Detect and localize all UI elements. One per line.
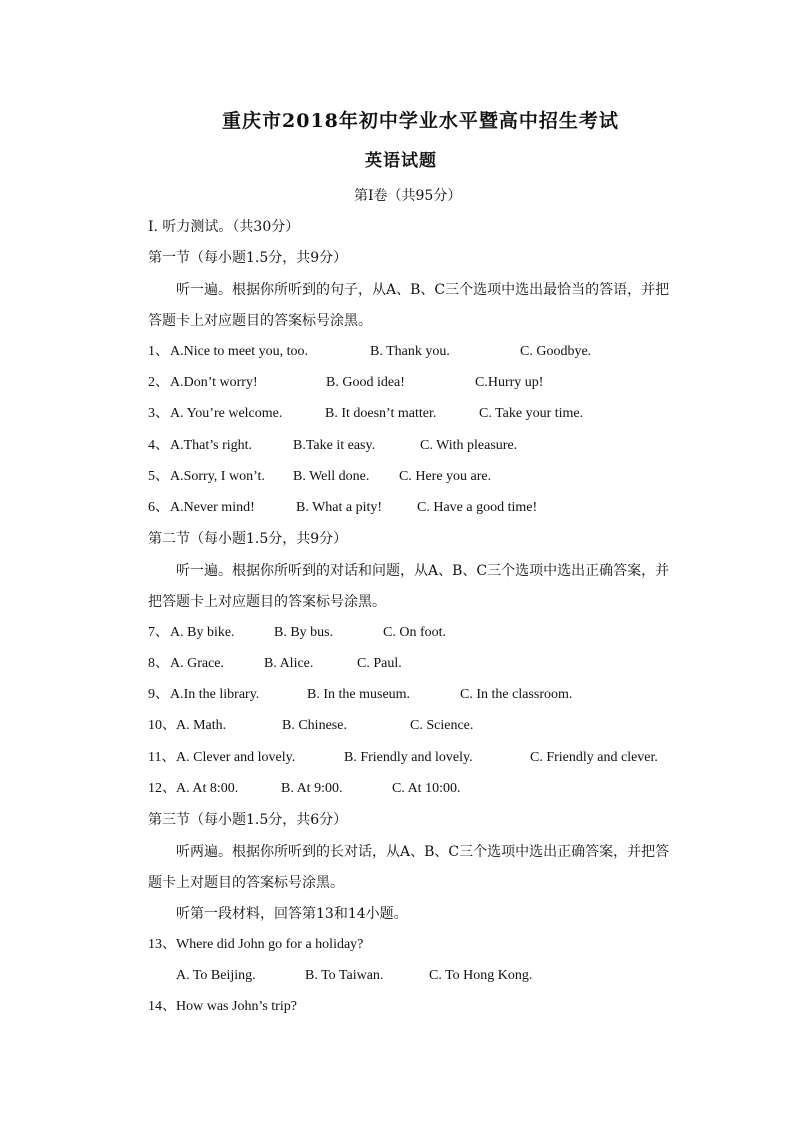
option-b: B. Good idea! [326,375,405,390]
exam-title: 重庆市2018年初中学业水平暨高中招生考试 [222,110,619,132]
question-number: 8、 [148,656,169,671]
section3-instruction-line1: 听两遍。根据你所听到的长对话，从A、B、C三个选项中选出正确答案，并把答 [176,844,670,860]
option-a: A. Math. [176,718,227,733]
option-a: A. To Beijing. [176,968,256,983]
option-a: A.Sorry, I won’t. [170,469,265,484]
question-number: 4、 [148,438,169,453]
option-b: B. At 9:00. [281,781,343,796]
option-c: C. In the classroom. [460,687,573,702]
option-c: C. On foot. [383,625,446,640]
option-c: C. To Hong Kong. [429,968,533,983]
option-a: A. Clever and lovely. [176,750,296,765]
question-number: 2、 [148,375,169,390]
question-number: 10、 [148,718,176,733]
option-a: A.Never mind! [170,500,255,515]
question-14: 14、How was John’s trip? [148,999,297,1014]
question-number: 7、 [148,625,169,640]
option-b: B. It doesn’t matter. [325,406,437,421]
section2-heading: 第二节（每小题1.5分，共9分） [148,531,348,547]
option-c: C. Paul. [357,656,402,671]
option-b: B. By bus. [274,625,334,640]
option-a: A. By bike. [170,625,235,640]
option-b: B. Friendly and lovely. [344,750,473,765]
section3-instruction-line2: 题卡上对题目的答案标号涂黑。 [148,875,344,891]
option-c: C. Take your time. [479,406,584,421]
option-b: B. To Taiwan. [305,968,384,983]
subject-title: 英语试题 [365,151,437,171]
option-c: C. Goodbye. [520,344,592,359]
section1-instruction-line1: 听一遍。根据你所听到的句子，从A、B、C三个选项中选出最恰当的答语，并把 [176,282,670,298]
option-b: B. Alice. [264,656,314,671]
option-c: C. Have a good time! [417,500,538,515]
option-b: B. Chinese. [282,718,347,733]
section2-instruction-line1: 听一遍。根据你所听到的对话和问题，从A、B、C三个选项中选出正确答案，并 [176,563,670,579]
option-a: A.Nice to meet you, too. [170,344,309,359]
option-a: A.That’s right. [170,438,253,453]
option-b: B. Well done. [293,469,370,484]
option-c: C. Here you are. [399,469,492,484]
option-c: C. At 10:00. [392,781,461,796]
section1-instruction-line2: 答题卡上对应题目的答案标号涂黑。 [148,313,372,329]
volume-label: 第I卷（共95分） [354,188,462,204]
question-number: 6、 [148,500,169,515]
option-b: B.Take it easy. [293,438,376,453]
option-c: C.Hurry up! [475,375,544,390]
question-number: 3、 [148,406,169,421]
question-13: 13、Where did John go for a holiday? [148,937,364,952]
option-b: B. In the museum. [307,687,411,702]
question-number: 5、 [148,469,169,484]
option-a: A.In the library. [170,687,260,702]
section2-instruction-line2: 把答题卡上对应题目的答案标号涂黑。 [148,594,386,610]
part-heading: I. 听力测试。（共30分） [148,219,300,235]
option-b: B. Thank you. [370,344,450,359]
option-a: A. Grace. [170,656,225,671]
option-a: A.Don’t worry! [170,375,258,390]
option-c: C. Friendly and clever. [530,750,658,765]
option-a: A. You’re welcome. [170,406,283,421]
question-number: 11、 [148,750,176,765]
option-b: B. What a pity! [296,500,383,515]
question-number: 12、 [148,781,176,796]
question-number: 1、 [148,344,169,359]
option-a: A. At 8:00. [176,781,239,796]
question-number: 9、 [148,687,169,702]
option-c: C. Science. [410,718,474,733]
section1-heading: 第一节（每小题1.5分，共9分） [148,250,348,266]
option-c: C. With pleasure. [420,438,518,453]
material-note: 听第一段材料，回答第13和14小题。 [176,906,408,922]
section3-heading: 第三节（每小题1.5分，共6分） [148,812,348,828]
